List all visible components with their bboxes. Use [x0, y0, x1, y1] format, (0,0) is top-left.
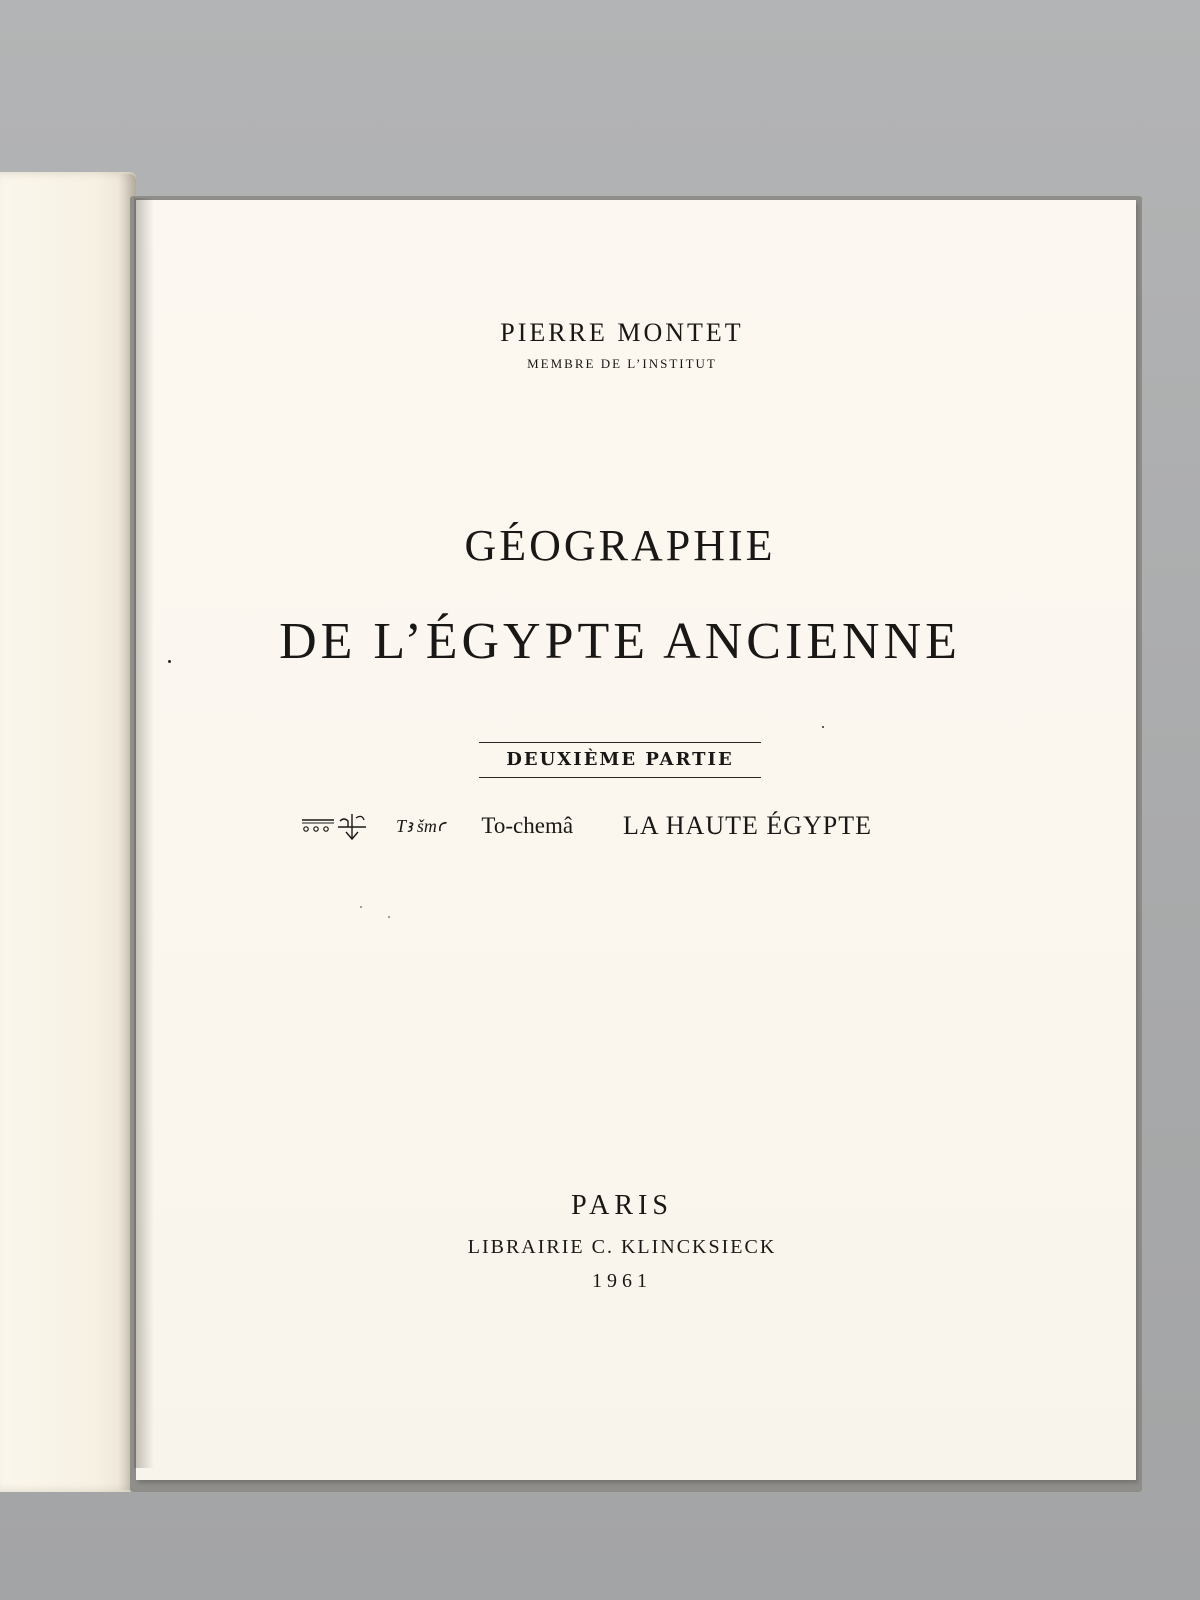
- book-title-line-1: GÉOGRAPHIE: [464, 521, 776, 570]
- gutter-shadow: [134, 198, 154, 1468]
- transliteration-text: Tꜣ šmꜥ: [396, 815, 446, 836]
- paper-speck: [360, 906, 362, 908]
- region-name: LA HAUTE ÉGYPTE: [623, 811, 873, 840]
- title-page: [136, 200, 1136, 1480]
- imprint-year: 1961: [592, 1270, 652, 1292]
- previous-leaf: [0, 172, 136, 1492]
- author-affiliation: MEMBRE DE L’INSTITUT: [527, 356, 717, 371]
- paper-speck: [168, 660, 171, 663]
- subtitle-line: [300, 808, 872, 844]
- author-name: PIERRE MONTET: [500, 318, 744, 347]
- paper-speck: [388, 916, 390, 918]
- imprint-publisher: LIBRAIRIE C. KLINCKSIECK: [467, 1236, 777, 1258]
- book-title-line-2: DE L’ÉGYPTE ANCIENNE: [279, 613, 961, 670]
- imprint-city: PARIS: [571, 1190, 673, 1221]
- paper-speck: [822, 726, 824, 728]
- hieroglyph-icon: [300, 808, 370, 844]
- transcription-text: To-chemâ: [481, 813, 574, 838]
- volume-part: DEUXIÈME PARTIE: [479, 742, 761, 778]
